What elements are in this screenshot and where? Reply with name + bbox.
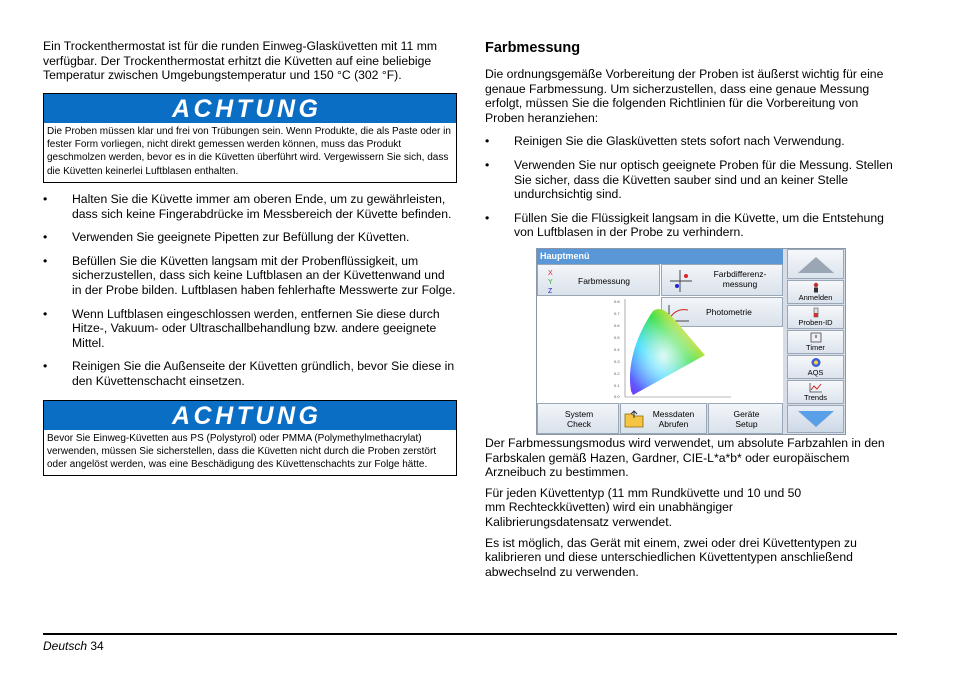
svg-text:0.3: 0.3 [614, 359, 620, 364]
farbdifferenz-label: Farbdifferenz- messung [713, 269, 767, 289]
arrow-up-icon [796, 255, 836, 275]
xyz-axis-icon [547, 267, 563, 295]
multi-cuvette-paragraph: Es ist möglich, das Gerät mit einem, zwei oder drei Küvettentypen zu kalibrieren und diese unterschiedlichen Küvettentypen anschließend abwechselnd zu verwenden. [485, 535, 857, 579]
cuvette-calibration-paragraph: Für jeden Küvettentyp (11 mm Rundküvette und 10 und 50 mm Rechteckküvetten) wird ein unabhängiger Kalibrierungsdatensatz verwendet. [485, 485, 802, 529]
device-screenshot [536, 248, 846, 435]
svg-text:0.2: 0.2 [614, 371, 620, 376]
sample-vial-icon [811, 307, 821, 318]
list-item: • Halten Sie die Küvette immer am oberen Ende, um zu gewährleisten, dass sich keine Fingerabdrücke im Messbereich der Küvette befinden. [43, 191, 452, 221]
right-lower-text [485, 436, 897, 579]
svg-text:0.4: 0.4 [614, 347, 620, 352]
footer-rule [43, 633, 897, 635]
list-item: • Wenn Luftblasen eingeschlossen werden, entfernen Sie diese durch Hitze-, Vakuum- oder Ultraschallbehandlung bzw. andere geeignete Mittel. [43, 306, 440, 350]
svg-text:0.7: 0.7 [614, 311, 620, 316]
arrow-down-icon [796, 409, 836, 429]
photometrie-label: Photometrie [706, 307, 752, 317]
chromaticity-diagram [613, 297, 733, 401]
intro-paragraph: Ein Trockenthermostat ist für die runden Einweg-Glasküvetten mit 11 mm verfügbar. Der Trockenthermostat erhitzt die Küvetten auf eine beliebige Temperatur zwischen Umgebungstemperatur und 150 °C (302 °F). [43, 39, 438, 83]
device-main-area [537, 264, 783, 403]
color-difference-icon [668, 268, 694, 294]
system-check-button[interactable]: System Check [537, 403, 619, 434]
farbmessung-button[interactable] [537, 264, 660, 296]
svg-text:0.1: 0.1 [614, 383, 620, 388]
left-bullet-list [43, 192, 457, 389]
list-item: • Verwenden Sie geeignete Pipetten zur Befüllung der Küvetten. [43, 230, 410, 245]
warning-heading: ACHTUNG [44, 94, 456, 123]
list-item: • Befüllen Sie die Küvetten langsam mit der Probenflüssigkeit, um sicherzustellen, dass sich keine Luftblasen an der Küvettenwand und in der Probe bilden. Luftblasen haben fehlerhafte Messwerte zur Folge. [43, 253, 456, 297]
svg-text:X: X [548, 270, 553, 277]
page-footer [43, 639, 104, 653]
svg-text:Y: Y [548, 279, 553, 286]
warning-text: Bevor Sie Einweg-Küvetten aus PS (Polystyrol) oder PMMA (Polymethylmethacrylat) verwenden, müssen Sie sicherstellen, dass die Küvetten nicht durch die Proben zerstört oder angelöst werden, was eine Beschädigung des Küvettenschachts zur Folge hätte. [47, 432, 437, 471]
list-item: • Reinigen Sie die Glasküvetten stets sofort nach Verwendung. [485, 134, 845, 149]
list-item: • Verwenden Sie nur optisch geeignete Proben für die Messung. Stellen Sie sicher, dass die Küvetten sauber sind und an keiner Stelle undurchsichtig sind. [485, 157, 893, 202]
section-heading: Farbmessung [485, 40, 581, 56]
footer-language: Deutsch [43, 639, 88, 653]
warning-heading: ACHTUNG [44, 401, 456, 430]
farbmessung-label: Farbmessung [578, 276, 630, 286]
farbdifferenz-button[interactable] [661, 264, 783, 296]
aqs-button[interactable]: AQS [787, 355, 844, 379]
timer-button[interactable]: Timer [787, 330, 844, 354]
scroll-down-button[interactable] [787, 405, 844, 433]
warning-text: Die Proben müssen klar und frei von Trübungen sein. Wenn Produkte, die als Paste oder in fester Form vorliegen, nicht direkt gemessen werden können, muss das Produkt geschmolzen werden, bevor es in die Küvetten überführt wird. Vergewissern Sie sich, dass die Küvetten keinerlei Luftblasen enthalten. [47, 125, 451, 177]
warning-box-1 [43, 93, 457, 183]
geraete-setup-button[interactable]: Geräte Setup [708, 403, 783, 434]
user-icon [811, 282, 821, 293]
right-bullet-list [485, 134, 897, 240]
farbmessung-mode-paragraph: Der Farbmessungsmodus wird verwendet, um absolute Farbzahlen in den Farbskalen gemäß Hazen, Gardner, CIE-L*a*b* oder europäischem Arzneibuch zu bestimmen. [485, 436, 885, 480]
warning-box-2 [43, 400, 457, 477]
intro-paragraph: Die ordnungsgemäße Vorbereitung der Proben ist äußerst wichtig für eine genaue Farbmessung. Um sicherzustellen, dass eine genaue Messung erfolgt, müssen Sie die folgenden Richtlinien für die Vorbereitung von Proben heranziehen: [485, 67, 884, 125]
list-item: • Füllen Sie die Flüssigkeit langsam in die Küvette, um die Entstehung von Luftblasen in der Probe zu verhindern. [485, 210, 884, 240]
proben-id-button[interactable]: Proben-ID [787, 305, 844, 329]
device-bottom-bar [537, 403, 783, 434]
list-item: • Reinigen Sie die Außenseite der Küvetten gründlich, bevor Sie diese in den Küvettenschacht einsetzen. [43, 359, 455, 388]
device-sidebar [787, 249, 844, 433]
trend-chart-icon [809, 382, 823, 393]
right-column [485, 39, 897, 240]
svg-text:0.6: 0.6 [614, 323, 620, 328]
anmelden-button[interactable]: Anmelden [787, 280, 844, 304]
scroll-up-button[interactable] [787, 249, 844, 279]
page-number: 34 [90, 639, 104, 653]
device-title: Hauptmenü [537, 249, 783, 264]
timer-icon [810, 332, 822, 343]
aqs-icon [810, 357, 822, 368]
svg-text:0.5: 0.5 [614, 335, 620, 340]
svg-text:0.8: 0.8 [614, 299, 620, 304]
svg-text:0.0: 0.0 [614, 394, 620, 399]
svg-text:Z: Z [548, 288, 553, 295]
messdaten-abrufen-button[interactable]: Messdaten Abrufen [620, 403, 707, 434]
left-column [43, 39, 457, 476]
trends-button[interactable]: Trends [787, 380, 844, 404]
